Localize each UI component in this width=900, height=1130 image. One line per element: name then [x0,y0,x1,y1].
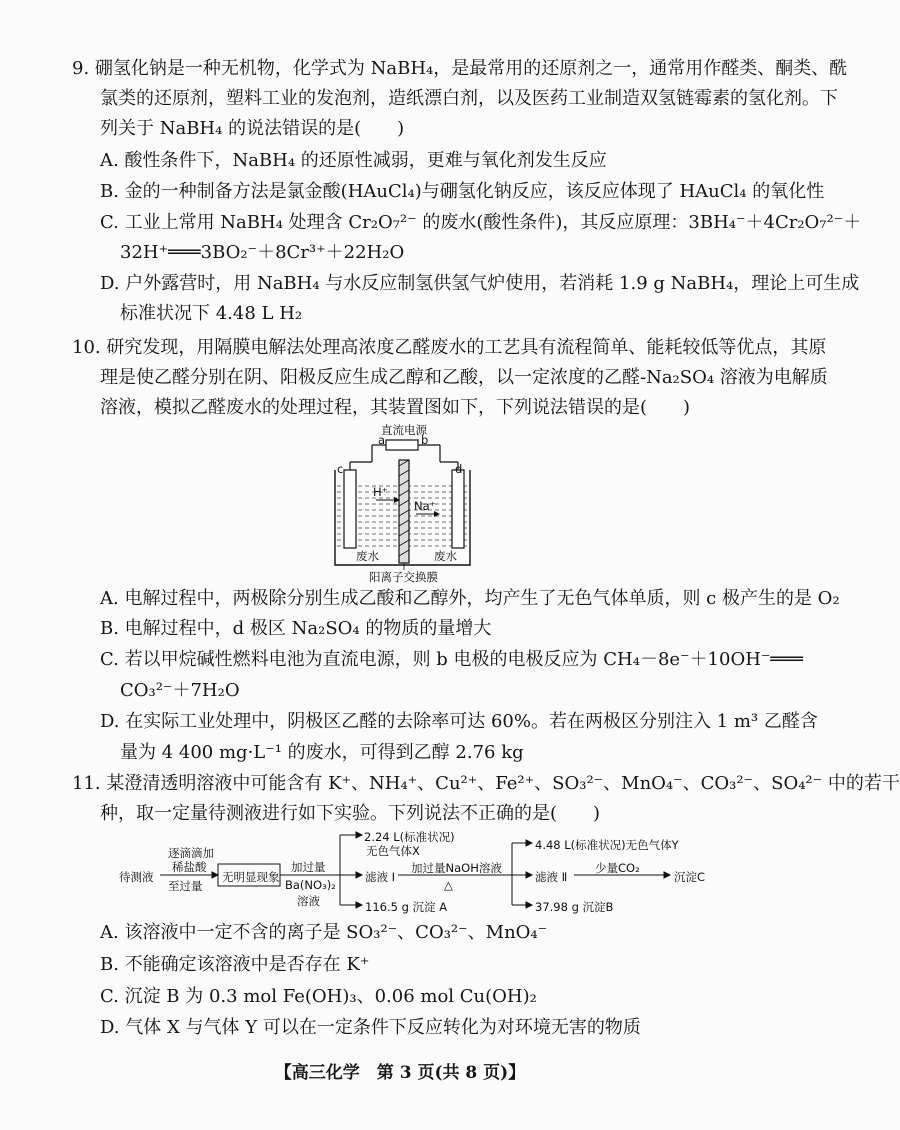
flow-reagent2-line1: 加过量 [291,860,326,874]
q9-option-d-cont: 标准状况下 4.48 L H₂ [120,303,303,324]
flow-filtrate-1: 滤液 Ⅰ [365,870,396,884]
q10-option-b: B. 电解过程中，d 极区 Na₂SO₄ 的物质的量增大 [100,618,492,639]
q10-option-c-cont: CO₃²⁻＋7H₂O [120,680,240,701]
flow-reagent2-line2: Ba(NO₃)₂ [285,878,336,892]
flow-reagent3: 加过量NaOH溶液 [411,861,502,875]
q11-option-c: C. 沉淀 B 为 0.3 mol Fe(OH)₃、0.06 mol Cu(OH)₂ [100,986,537,1007]
flow-reagent1-line2: 稀盐酸 [172,860,207,874]
flow-heat-symbol: △ [444,878,453,892]
q10-stem-line-2: 理是使乙醛分别在阴、阳极反应生成乙醇和乙酸，以一定浓度的乙醛-Na₂SO₄ 溶液为电解质 [100,367,828,388]
q9-option-a: A. 酸性条件下，NaBH₄ 的还原性减弱，更难与氧化剂发生反应 [100,150,607,171]
q10-option-d-cont: 量为 4 400 mg·L⁻¹ 的废水，可得到乙醇 2.76 kg [120,742,524,763]
q11-option-d: D. 气体 X 与气体 Y 可以在一定条件下反应转化为对环境无害的物质 [100,1017,641,1038]
q9-stem-line-1: 9. 硼氢化钠是一种无机物，化学式为 NaBH₄，是最常用的还原剂之一，通常用作醛类、酮类、酰 [72,58,848,79]
power-supply-label: 直流电源 [381,423,427,437]
electrode-c-label: c [337,462,344,476]
flow-reagent2-line3: 溶液 [297,894,320,908]
waste-right-label: 废水 [434,549,457,563]
flow-start-label: 待测液 [119,870,154,884]
flow-precipitate-a: 116.5 g 沉淀 A [365,900,448,914]
page-footer: 【高三化学 第 3 页(共 8 页)】 [274,1063,526,1083]
flow-precipitate-c: 沉淀C [674,870,706,884]
q9-stem-line-2: 氯类的还原剂，塑料工业的发泡剂，造纸漂白剂，以及医药工业制造双氢链霉素的氢化剂。下 [100,88,838,109]
ion-na-label: Na⁺ [414,499,436,513]
q11-stem-line-2: 种，取一定量待测液进行如下实验。下列说法不正确的是( ) [100,803,601,824]
q10-option-c: C. 若以甲烷碱性燃料电池为直流电源，则 b 电极的电极反应为 CH₄－8e⁻＋10OH⁻═══ [100,649,803,670]
q10-stem-line-3: 溶液，模拟乙醛废水的处理过程，其装置图如下，下列说法错误的是( ) [100,397,691,418]
flow-gas-x-line1: 2.24 L(标准状况) [364,830,455,844]
flow-filtrate-2: 滤液 Ⅱ [535,870,568,884]
q10-stem-line-1: 10. 研究发现，用隔膜电解法处理高浓度乙醛废水的工艺具有流程简单、能耗较低等优点，其原 [72,337,827,358]
q11-stem-line-1: 11. 某澄清透明溶液中可能含有 K⁺、NH₄⁺、Cu²⁺、Fe²⁺、SO₃²⁻、MnO₄⁻、CO₃²⁻、SO₄²⁻ 中的若干 [72,773,900,794]
waste-left-label: 废水 [356,549,379,563]
q9-option-d: D. 户外露营时，用 NaBH₄ 与水反应制氢供氢气炉使用，若消耗 1.9 g NaBH₄，理论上可生成 [100,273,860,294]
flow-reagent1-line3: 至过量 [168,879,203,893]
flow-box-label: 无明显现象 [222,870,280,884]
q10-option-d: D. 在实际工业处理中，阴极区乙醛的去除率可达 60%。若在两极区分别注入 1 m³ 乙醛含 [100,711,818,732]
ion-h-label: H⁺ [373,485,388,499]
q10-option-a: A. 电解过程中，两极除分别生成乙酸和乙醇外，均产生了无色气体单质，则 c 极产生的是 O₂ [100,588,840,609]
q9-option-b: B. 金的一种制备方法是氯金酸(HAuCl₄)与硼氢化钠反应，该反应体现了 HAuCl₄ 的氧化性 [100,181,825,202]
q9-stem-line-3: 列关于 NaBH₄ 的说法错误的是( ) [100,118,405,139]
q11-option-b: B. 不能确定该溶液中是否存在 K⁺ [100,954,370,975]
q9-option-c: C. 工业上常用 NaBH₄ 处理含 Cr₂O₇²⁻ 的废水(酸性条件)，其反应原理：3BH₄⁻＋4Cr₂O₇²⁻＋ [100,212,862,233]
flow-gas-x-line2: 无色气体X [366,844,420,858]
q11-option-a: A. 该溶液中一定不含的离子是 SO₃²⁻、CO₃²⁻、MnO₄⁻ [100,922,548,943]
q9-option-c-cont: 32H⁺═══3BO₂⁻＋8Cr³⁺＋22H₂O [120,242,405,263]
terminal-a-label: a [378,433,386,447]
flow-reagent1-line1: 逐滴滴加 [168,846,214,860]
flow-precipitate-b: 37.98 g 沉淀B [535,900,614,914]
flow-gas-y: 4.48 L(标准状况)无色气体Y [535,838,679,852]
flow-reagent4: 少量CO₂ [595,861,640,875]
electrode-d-label: d [455,462,463,476]
membrane-label: 阳离子交换膜 [369,570,438,584]
terminal-b-label: b [421,433,429,447]
